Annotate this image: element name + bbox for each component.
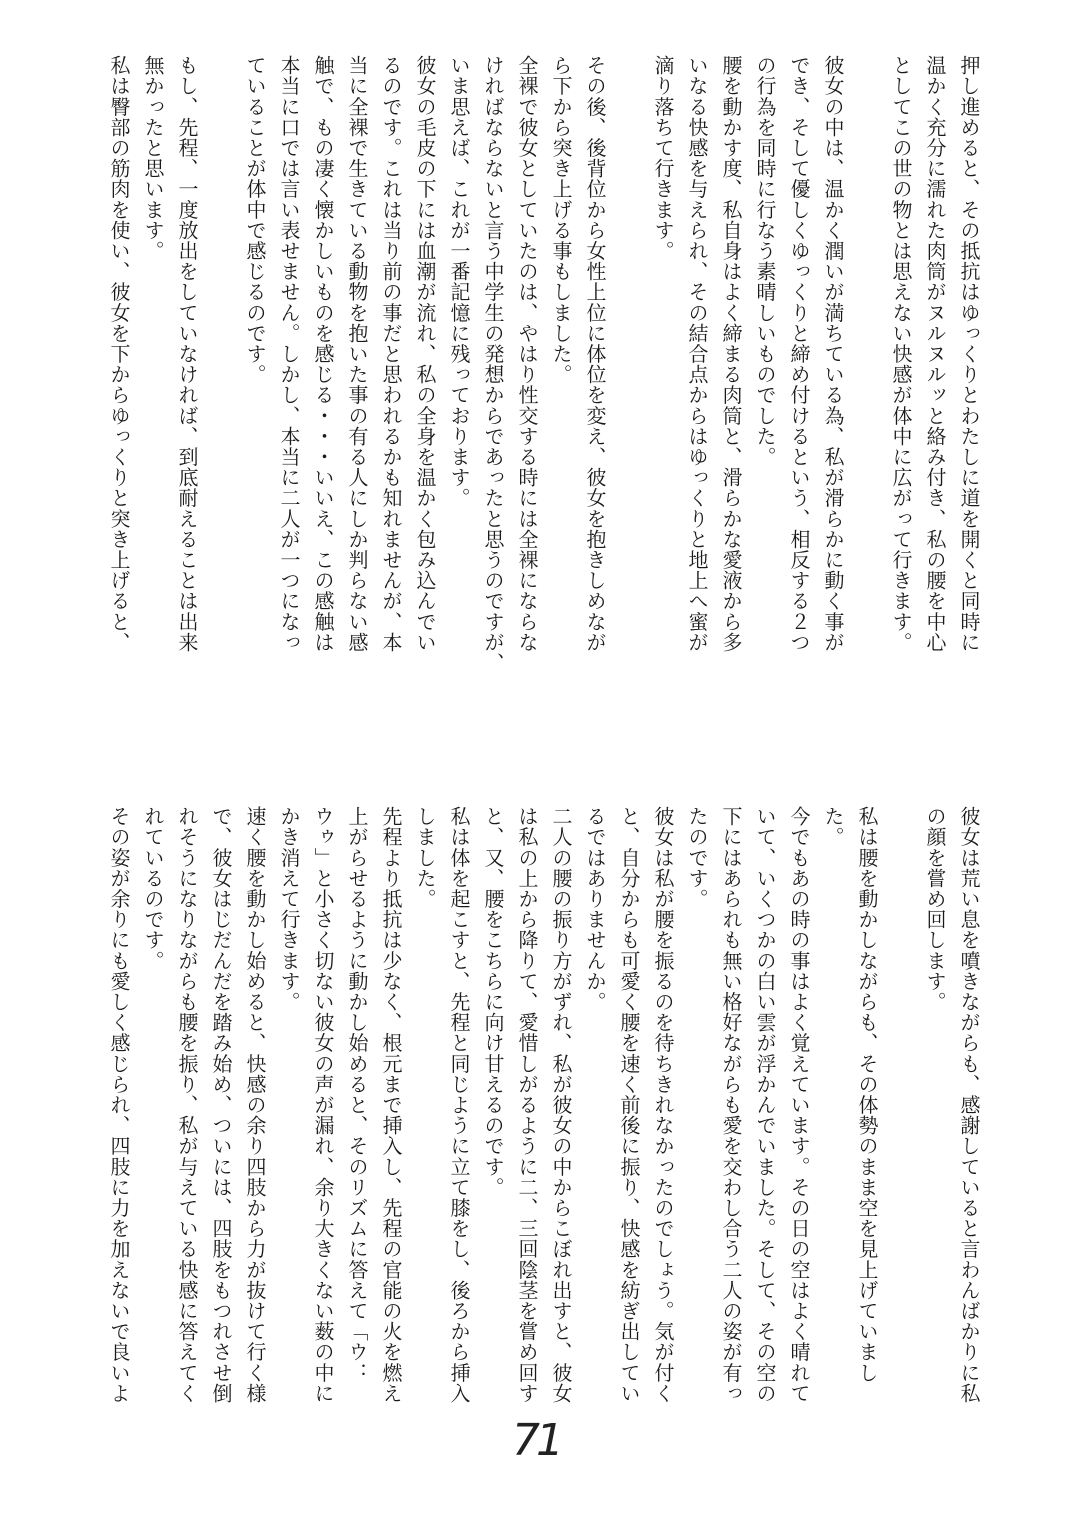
text-column: 二人の腰の振り方がずれ、私が彼女の中からこぼれ出すと、彼女	[549, 806, 573, 1404]
text-block-top	[102, 55, 986, 715]
text-column: れているのです。	[141, 806, 165, 971]
text-column: その姿が余りにも愛しく感じられ、四肢に力を加えないで良いよ	[107, 806, 131, 1404]
text-column: 先程より抵抗は少なく、根元まで挿入し、先程の官能の火を燃え	[379, 806, 403, 1404]
text-column: 速く腰を動かし始めると、快感の余り四肢から力が抜けて行く様	[243, 806, 267, 1404]
text-column: 本当に口では言い表せません。しかし、本当に二人が一つになっ	[277, 55, 301, 653]
text-column: 上がらせるように動かし始めると、そのリズムに答えて「ウ：	[345, 806, 369, 1383]
text-column: で、彼女はじだんだを踏み始め、ついには、四肢をもつれさせ倒	[209, 806, 233, 1404]
text-block-bottom	[102, 806, 986, 1466]
text-column: と、又、腰をこちらに向け甘えるのです。	[481, 806, 505, 1198]
text-column: るのです。これは当り前の事だと思われるかも知れませんが、本	[379, 55, 403, 653]
text-column: 腰を動かす度、私自身はよく締まる肉筒と、滑らかな愛液から多	[719, 55, 743, 653]
text-column: いま思えば、これが一番記憶に残っております。	[447, 55, 471, 509]
text-column: 彼女の中は、温かく潤いが満ちている為、私が滑らかに動く事が	[821, 55, 845, 653]
text-column: としてこの世の物とは思えない快感が体中に広がって行きます。	[889, 55, 913, 653]
page-number: 71	[512, 1415, 560, 1466]
text-column: 滴り落ちて行きます。	[651, 55, 675, 261]
text-column: もし、先程、一度放出をしていなければ、到底耐えることは出来	[175, 55, 199, 653]
text-column: は私の上から降りて、愛惜しがるように二、三回陰茎を嘗め回す	[515, 806, 539, 1404]
text-column: た。	[821, 806, 845, 848]
text-column: 彼女の毛皮の下には血潮が流れ、私の全身を温かく包み込んでい	[413, 55, 437, 653]
text-column: その後、後背位から女性上位に体位を変え、彼女を抱きしめなが	[583, 55, 607, 653]
text-column: 全裸で彼女としていたのは、やはり性交する時には全裸にならな	[515, 55, 539, 653]
text-column: 私は臀部の筋肉を使い、彼女を下からゆっくりと突き上げると、	[107, 55, 131, 653]
text-column	[204, 55, 238, 715]
text-column: と、自分からも可愛く腰を速く前後に振り、快感を紡ぎ出してい	[617, 806, 641, 1404]
text-column	[612, 55, 646, 715]
text-column: 私は体を起こすと、先程と同じように立て膝をし、後ろから挿入	[447, 806, 471, 1404]
text-column: 当に全裸で生きている動物を抱いた事の有る人にしか判らない感	[345, 55, 369, 653]
text-column: 押し進めると、その抵抗はゆっくりとわたしに道を開くと同時に	[957, 55, 981, 653]
text-column: 彼女は荒い息を噴きながらも、感謝していると言わんばかりに私	[957, 806, 981, 1404]
text-column: れそうになりながらも腰を振り、私が与えている快感に答えてく	[175, 806, 199, 1404]
text-column: 今でもあの時の事はよく覚えています。その日の空はよく晴れて	[787, 806, 811, 1404]
text-column: いなる快感を与えられ、その結合点からはゆっくりと地上へ蜜が	[685, 55, 709, 653]
text-column: かき消えて行きます。	[277, 806, 301, 1012]
text-column: るではありませんか。	[583, 806, 607, 1012]
text-column: いて、いくつかの白い雲が浮かんでいました。そして、その空の	[753, 806, 777, 1404]
text-column: 私は腰を動かしながらも、その体勢のまま空を見上げていまし	[855, 806, 879, 1383]
text-column: ていることが体中で感じるのです。	[243, 55, 267, 385]
text-column	[850, 55, 884, 715]
text-column: ければならないと言う中学生の発想からであったと思うのですが、	[481, 55, 505, 673]
text-column: 温かく充分に濡れた肉筒がヌルヌルッと絡み付き、私の腰を中心	[923, 55, 947, 653]
text-column: 下にはあられも無い格好ながらも愛を交わし合う二人の姿が有っ	[719, 806, 743, 1404]
text-column: でき、そして優しくゆっくりと締め付けるという、相反する２つ	[787, 55, 811, 653]
text-column: たのです。	[685, 806, 709, 909]
text-column: の顔を嘗め回します。	[923, 806, 947, 1012]
text-column: 無かったと思います。	[141, 55, 165, 261]
text-column: の行為を同時に行なう素晴しいものでした。	[753, 55, 777, 467]
text-column: 触で、もの凄く懐かしいものを感じる・・・いいえ、この感触は	[311, 55, 335, 653]
text-column	[884, 806, 918, 1466]
text-column: しました。	[413, 806, 437, 909]
text-column: ウゥ」と小さく切ない彼女の声が漏れ、余り大きくない薮の中に	[311, 806, 335, 1404]
text-column: ら下から突き上げる事もしました。	[549, 55, 573, 385]
text-column: 彼女は私が腰を振るのを待ちきれなかったのでしょう。気が付く	[651, 806, 675, 1404]
